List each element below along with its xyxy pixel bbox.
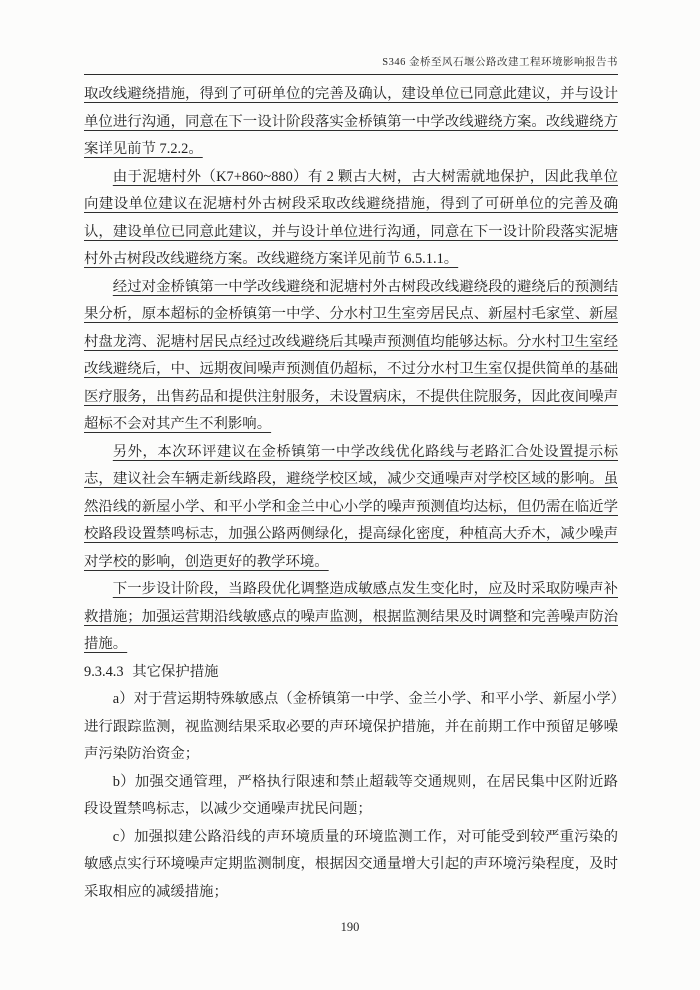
page-footer (0, 920, 700, 935)
paragraph-next-design-stage: 下一步设计阶段，当路段优化调整造成敏感点发生变化时，应及时采取防噪声补救措施；加强运营期沿线敏感点的噪声监测，根据监测结果及时调整和完善噪声防治措施。 (84, 581, 618, 652)
section-heading-number: 9.3.4.3 (84, 663, 124, 680)
page-number: 190 (340, 920, 360, 934)
list-item-b: b）加强交通管理，严格执行限速和禁止超载等交通规则，在居民集中区附近路段设置禁鸣标志，以减少交通噪声扰民问题； (84, 773, 618, 817)
list-item-c: c）加强拟建公路沿线的声环境质量的环境监测工作，对可能受到较严重污染的敏感点实行环境噪声定期监测制度，根据因交通量增大引起的声环境污染程度，及时采取相应的减缓措施； (84, 828, 618, 900)
header-title: S346 金桥至风石堰公路改建工程环境影响报告书 (382, 57, 618, 68)
paragraph-old-trees: 由于泥塘村外（K7+860~880）有 2 颗古大树，古大树需就地保护，因此我单位向建设单位建议在泥塘村外古树段采取改线避绕措施，得到了可研单位的完善及确认，建设单位已同意此建议，并与设计单位进行沟通，同意在下一设计阶段落实泥塘村外古树段改线避绕方案。改线避绕方案详见前节 6.5.1.1。 (84, 168, 618, 267)
paragraph-continuation: 取改线避绕措施，得到了可研单位的完善及确认，建设单位已同意此建议，并与设计单位进行沟通，同意在下一设计阶段落实金桥镇第一中学改线避绕方案。改线避绕方案详见前节 7.2.2。 (84, 86, 618, 157)
list-item-a: a）对于营运期特殊敏感点（金桥镇第一中学、金兰小学、和平小学、新屋小学）进行跟踪监测，视监测结果采取必要的声环境保护措施，并在前期工作中预留足够噪声污染防治资金； (84, 691, 618, 762)
paragraph-eia-suggestions: 另外，本次环评建议在金桥镇第一中学改线优化路线与老路汇合处设置提示标志，建议社会车辆走新线路段，避绕学校区域，减少交通噪声对学校区域的影响。虽然沿线的新屋小学、和平小学和金兰中心小学的噪声预测值均达标，但仍需在临近学校路段设置禁鸣标志，加强公路两侧绿化，提高绿化密度，种植高大乔木，减少噪声对学校的影响，创造更好的教学环境。 (84, 443, 618, 570)
header-divider (84, 74, 618, 75)
document-body (84, 81, 618, 906)
section-heading-title: 其它保护措施 (132, 663, 219, 680)
paragraph-prediction-results: 经过对金桥镇第一中学改线避绕和泥塘村外古树段改线避绕段的避绕后的预测结果分析，原本超标的金桥镇第一中学、分水村卫生室旁居民点、新屋村毛家堂、新屋村盘龙湾、泥塘村居民点经过改线避绕后其噪声预测值均能够达标。分水村卫生室经改线避绕后，中、远期夜间噪声预测值仍超标，不过分水村卫生室仅提供简单的基础医疗服务，出售药品和提供注射服务，未设置病床，不提供住院服务，因此夜间噪声超标不会对其产生不利影响。 (84, 278, 618, 432)
section-heading (84, 659, 618, 687)
